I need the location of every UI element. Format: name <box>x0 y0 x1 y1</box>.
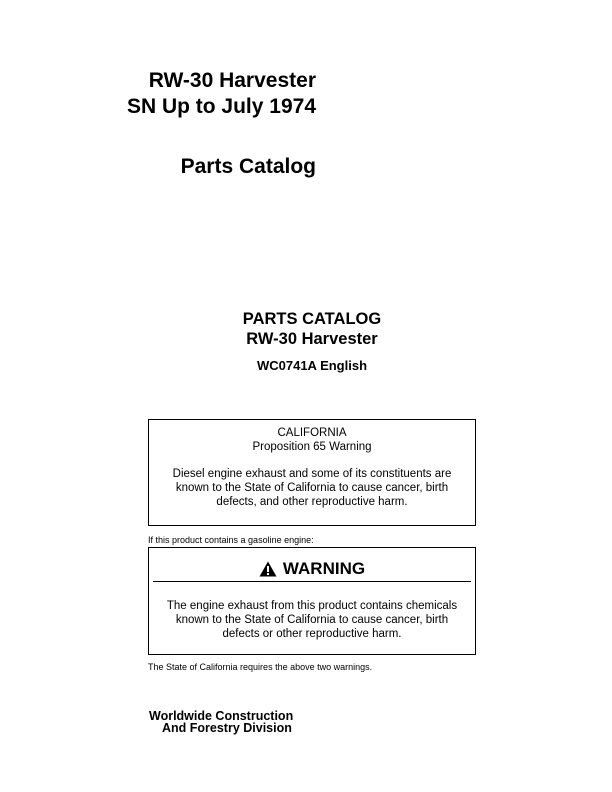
warning-divider <box>153 581 471 582</box>
catalog-code: WC0741A English <box>256 358 368 373</box>
warning-heading-row <box>149 559 475 579</box>
proposition-label: Proposition 65 Warning <box>252 441 372 453</box>
cover-title-parts-catalog: Parts Catalog <box>180 155 316 178</box>
california-body-line3: defects, and other reproductive harm. <box>216 496 408 508</box>
california-body-line2: known to the State of California to cause cancer, birth <box>175 482 449 494</box>
cover-title-serial: SN Up to July 1974 <box>126 95 316 118</box>
division-line1: Worldwide Construction <box>149 709 294 723</box>
warning-heading: WARNING <box>282 559 366 578</box>
catalog-heading: PARTS CATALOG <box>242 310 382 328</box>
warning-body-line1: The engine exhaust from this product contains chemicals <box>166 600 458 612</box>
california-body-line1: Diesel engine exhaust and some of its constituents are <box>172 468 452 480</box>
warning-triangle-icon <box>259 561 277 577</box>
california-label: CALIFORNIA <box>277 427 347 439</box>
warning-body-line2: known to the State of California to cause cancer, birth <box>175 614 449 626</box>
california-warning-box <box>148 419 476 526</box>
catalog-model: RW-30 Harvester <box>246 330 378 348</box>
division-line2: And Forestry Division <box>162 721 292 735</box>
warning-box <box>148 547 476 655</box>
state-note: The State of California requires the above two warnings. <box>148 662 373 672</box>
gasoline-note: If this product contains a gasoline engine: <box>148 535 314 545</box>
warning-body-line3: defects or other reproductive harm. <box>222 628 402 640</box>
cover-title-model: RW-30 Harvester <box>148 69 316 92</box>
